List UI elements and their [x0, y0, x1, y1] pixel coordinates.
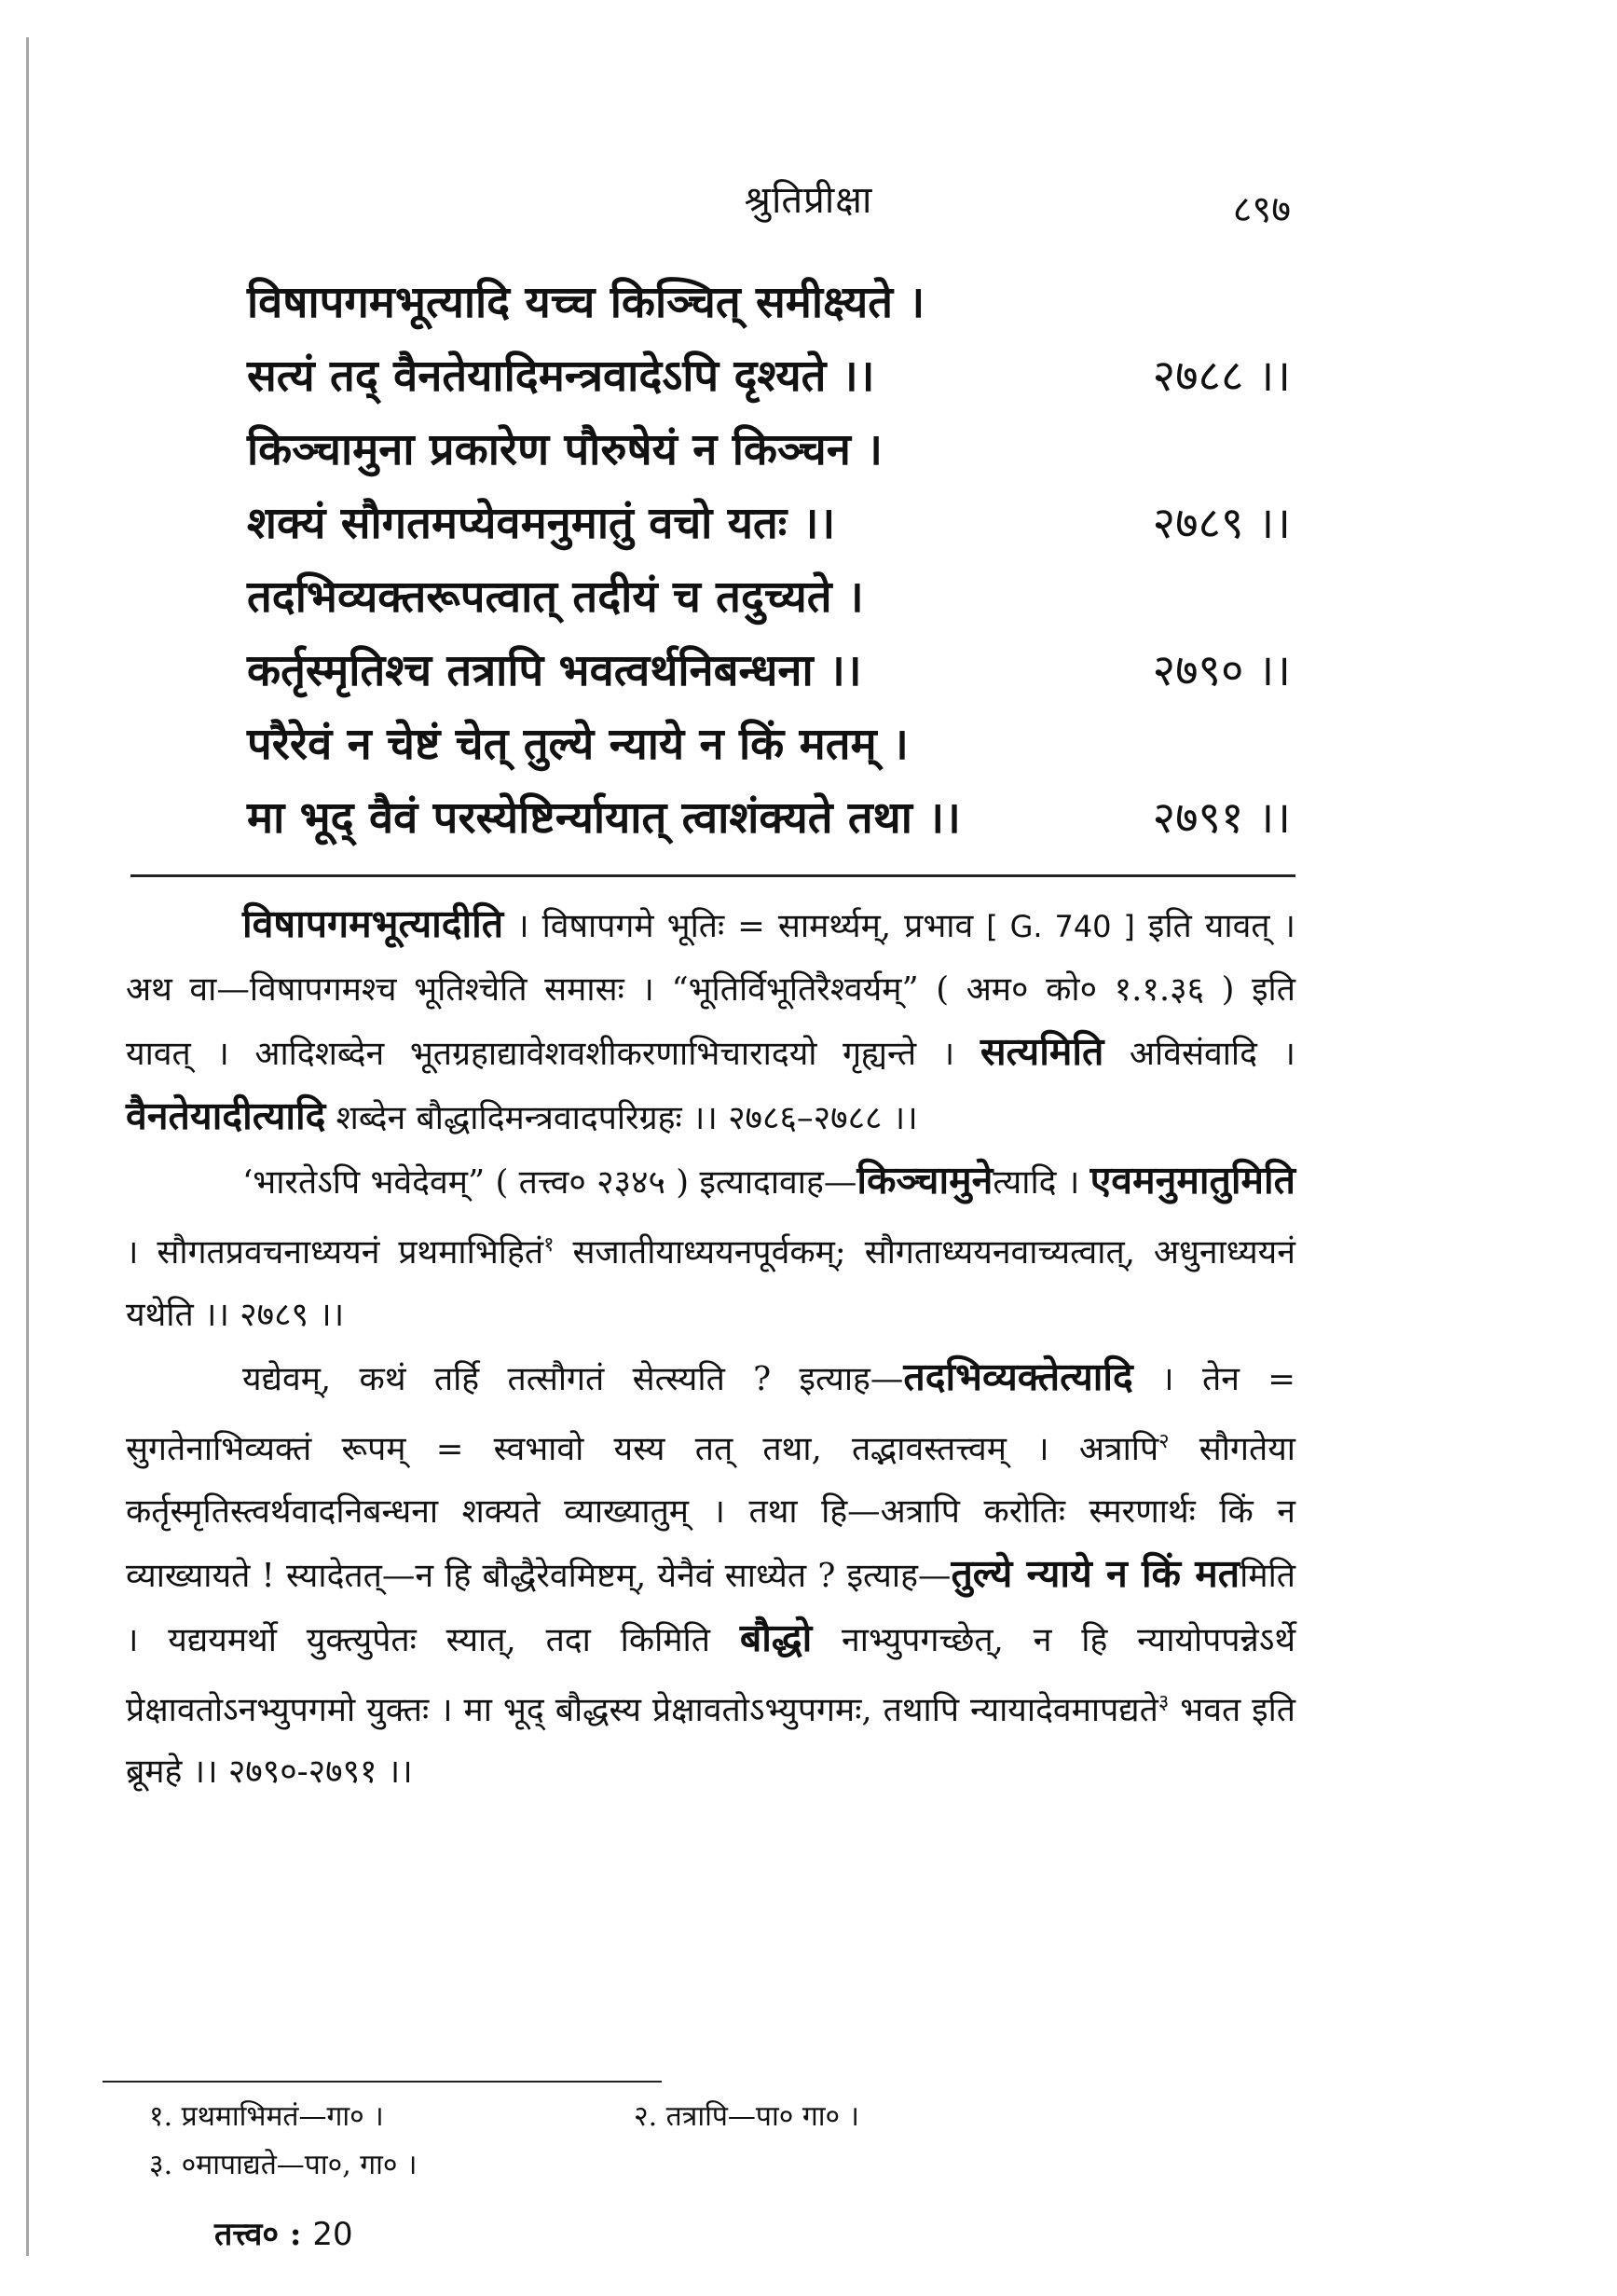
running-head — [0, 163, 1617, 231]
signature-number: 20 — [312, 2216, 353, 2253]
commentary-paragraph — [126, 893, 1295, 1149]
verse-text: मा भूद् वैवं परस्येष्टिर्न्यायात् त्वाशंक्यते तथा ।। — [247, 792, 961, 844]
verse-text: किञ्चामुना प्रकारेण पौरुषेयं न किञ्चन । — [247, 424, 883, 475]
commentary-text: यद्येवम्, कथं तर्हि तत्सौगतं सेत्स्यति ? इत्याह— — [242, 1359, 904, 1398]
commentary-paragraph — [126, 1346, 1295, 1804]
commentary-lemma: तुल्ये न्याये न किं मत — [951, 1550, 1240, 1596]
commentary — [126, 893, 1295, 1803]
commentary-text: शब्देन बौद्धादिमन्त्रवादपरिग्रहः ।। २७८६–२७८८ ।। — [325, 1099, 918, 1137]
footnote: २. तत्रापि—पा० गा० । — [634, 2100, 860, 2133]
verse-number: २७९१ ।। — [1152, 792, 1291, 844]
verse-text: तदभिव्यक्तरूपत्वात् तदीयं च तदुच्यते । — [247, 571, 864, 623]
commentary-text: इति यावत् । अथ वा—विषापगमश्च भूतिश्चेति समासः । “भूतिर्विभूतिरैश्वर्यम्” ( अम० को० १.१.३६ ) इति यावत् । आदिशब्देन भूतग्रहाद्यावेशवशीकरणाभिचारादयो गृह्यन्ते । — [126, 907, 1295, 1073]
footnote-marker: १ — [543, 1233, 555, 1257]
verse-number: २७८९ ।। — [1152, 498, 1291, 549]
verse-text: कर्तृस्मृतिश्च तत्रापि भवत्वर्थनिबन्धना ।। — [247, 645, 862, 696]
commentary-lemma: तदभिव्यक्तेत्यादि — [903, 1354, 1133, 1399]
verse-line — [247, 708, 1291, 781]
commentary-text: नाभ्युपगच्छेत्, न हि न्यायोपपन्नेऽर्थे प्रेक्षावतोऽनभ्युपगमो युक्तः । मा भूद् बौद्धस्य प्रेक्षावतोऽभ्युपगमः, तथापि न्यायादेवमापद्यते — [126, 1620, 1295, 1729]
verse-text: विषापगमभूत्यादि यच्च किञ्चित् समीक्ष्यते । — [247, 277, 925, 328]
commentary-text: त्यादि । — [993, 1163, 1090, 1202]
footnote-row — [149, 2141, 1081, 2190]
footnote-divider — [103, 2081, 662, 2083]
commentary-lemma: किञ्चामुने — [856, 1158, 993, 1203]
footnote: ३. ०मापाद्यते—पा०, गा० । — [149, 2149, 418, 2181]
verse-number: २७९० ।। — [1152, 645, 1291, 696]
page-left-border — [26, 37, 29, 2256]
footnote-marker: २ — [1158, 1429, 1170, 1453]
commentary-lemma: विषापगमभूत्यादीति — [242, 901, 504, 946]
commentary-text: अविसंवादि । — [1103, 1035, 1295, 1073]
verse-line — [247, 339, 1291, 413]
commentary-text: मिति । यद्ययमर्थो युक्त्युपेतः स्यात्, तदा किमिति — [126, 1556, 1295, 1659]
verse-number: २७८८ ।। — [1152, 351, 1291, 402]
printer-signature — [214, 2211, 353, 2254]
verse-line — [247, 634, 1291, 708]
verse-block — [247, 266, 1291, 855]
commentary-lemma: वैनतेयादीत्यादि — [126, 1093, 326, 1138]
signature-label: तत्त्व० : — [214, 2216, 302, 2253]
commentary-paragraph — [126, 1149, 1295, 1346]
footnote-marker: ३ — [1158, 1690, 1170, 1714]
commentary-text: ‘भारतेऽपि भवेदेवम्” ( तत्त्व० २३४५ ) इत्यादावाह— — [242, 1163, 857, 1202]
commentary-lemma: सत्यमिति — [980, 1029, 1104, 1074]
edition-reference: [ G. 740 ] — [986, 909, 1135, 944]
section-divider — [130, 874, 1295, 877]
page-number: ८९७ — [1232, 188, 1291, 231]
verse-line — [247, 413, 1291, 487]
commentary-text: सौगतेया कर्तृस्मृतिस्त्वर्थवादनिबन्धना शक्यते व्याख्यातुम् । तथा हि—अत्रापि करोतिः स्मरणार्थः किं न व्याख्यायते ! स्यादेतत्—न हि बौद्धैरेवमिष्टम्, येनैवं साध्येत ? इत्याह— — [126, 1429, 1296, 1595]
verse-text: परैरेवं न चेष्टं चेत् तुल्ये न्याये न किं मतम् । — [247, 719, 909, 770]
commentary-lemma: एवमनुमातुमिति — [1089, 1158, 1295, 1203]
commentary-text: भवत इति ब्रूमहे ।। २७९०-२७९१ ।। — [126, 1690, 1296, 1792]
verse-line — [247, 487, 1291, 560]
commentary-text: । सौगतप्रवचनाध्ययनं प्रथमाभिहितं — [126, 1232, 544, 1272]
verse-line — [247, 266, 1291, 339]
commentary-lemma: बौद्धो — [739, 1615, 813, 1660]
footnotes — [149, 2093, 1081, 2190]
verse-text: सत्यं तद् वैनतेयादिमन्त्रवादेऽपि दृश्यते ।। — [247, 351, 875, 402]
commentary-text: । तेन = सुगतेनाभिव्यक्तं रूपम् = स्वभावो यस्य तत् तथा, तद्भावस्तत्त्वम् । अत्रापि — [126, 1359, 1295, 1468]
footnote-row — [149, 2093, 1081, 2141]
footnote: १. प्रथमाभिमतं—गा० । — [149, 2100, 384, 2133]
verse-line — [247, 781, 1291, 855]
commentary-text: सजातीयाध्ययनपूर्वकम्; सौगताध्ययनवाच्यत्वात्, अधुनाध्ययनं यथेति ।। २७८९ ।। — [126, 1232, 1295, 1334]
running-title: श्रुतिप्रीक्षा — [744, 179, 873, 222]
verse-line — [247, 560, 1291, 634]
verse-text: शक्यं सौगतमप्येवमनुमातुं वचो यतः ।। — [247, 498, 836, 549]
commentary-text: । विषापगमे भूतिः = सामर्थ्यम्, प्रभाव — [503, 907, 987, 945]
